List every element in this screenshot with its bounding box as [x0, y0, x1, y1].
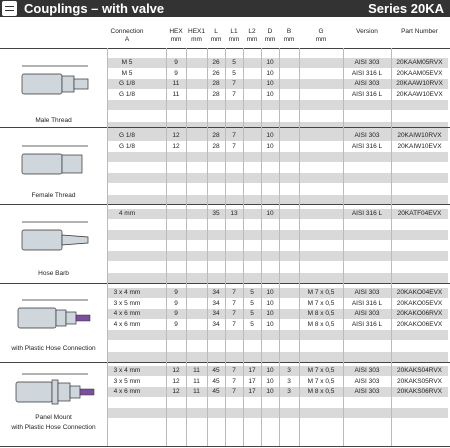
column-header-l1 [225, 28, 243, 44]
column-header-version [343, 28, 391, 36]
cell-l1: 7 [232, 299, 236, 307]
cell-d: 10 [266, 367, 274, 374]
column-header-label: Version [356, 28, 378, 35]
table-row [107, 111, 448, 121]
cell-part: 20KAAM05RVX [396, 59, 443, 66]
cell-l1: 5 [232, 69, 236, 77]
table-row [107, 251, 448, 261]
cell-l2: 17 [248, 388, 256, 396]
cell-version: AISI 303 [354, 388, 380, 396]
cell-l: 45 [212, 388, 220, 396]
hex-nut [58, 383, 70, 401]
column-header-label: Part Number [401, 28, 438, 35]
column-header-unit: mm [170, 36, 182, 43]
cell-hex: 12 [172, 142, 180, 150]
cell-conn: 4 x 6 mm [113, 320, 141, 328]
cell-l2: 5 [250, 289, 254, 296]
column-header-label: L [214, 28, 218, 35]
cell-l: 34 [212, 289, 220, 296]
column-header-label: Connection [110, 28, 144, 35]
section-label: with Plastic Hose Connection [11, 345, 96, 352]
cell-d: 10 [266, 388, 274, 396]
cell-l: 34 [212, 310, 220, 318]
cell-hex: 12 [172, 132, 180, 139]
cell-part: 20KAKO06RVX [396, 310, 443, 318]
series-title: Series 20KA [368, 1, 444, 16]
cell-version: AISI 303 [354, 132, 380, 139]
table-row [107, 273, 448, 283]
table-row [107, 419, 448, 429]
coupling-body [22, 74, 62, 94]
column-header-label: B [286, 28, 292, 35]
cell-version: AISI 303 [354, 289, 380, 296]
column-header-label: HEX [169, 28, 183, 35]
cell-d: 10 [266, 210, 274, 217]
cell-part: 20KAKS04RVX [396, 367, 443, 374]
table-row [107, 79, 448, 89]
table-row [107, 163, 448, 173]
cell-l: 26 [212, 69, 220, 77]
cell-hex: 11 [172, 90, 180, 98]
column-header-g [299, 28, 343, 44]
cell-l1: 7 [232, 367, 236, 374]
table-row [107, 58, 448, 68]
column-divider [107, 48, 108, 446]
section-label: Male Thread [35, 117, 72, 124]
cell-d: 10 [266, 80, 274, 88]
cell-hex: 9 [174, 299, 178, 307]
female-thread-coupling-drawing [4, 142, 102, 189]
column-header-unit: mm [283, 36, 295, 43]
column-header-label: G [318, 28, 324, 35]
cell-l1: 7 [232, 388, 236, 396]
cell-version: AISI 303 [354, 377, 380, 385]
coupling-body [18, 308, 56, 328]
cell-l: 28 [212, 142, 220, 150]
column-header-label: L2 [248, 28, 256, 35]
column-header-unit: mm [228, 36, 240, 43]
cell-part: 20KAIW10RVX [397, 132, 442, 139]
cell-version: AISI 316 L [351, 142, 383, 150]
cell-b: 3 [287, 367, 291, 374]
cell-l2: 5 [250, 320, 254, 328]
column-divider [186, 48, 187, 446]
cell-b: 3 [287, 388, 291, 396]
cell-l: 45 [212, 367, 220, 374]
cell-conn: 3 x 4 mm [113, 289, 141, 296]
cell-hex: 9 [174, 289, 178, 296]
cell-conn: M 5 [121, 59, 133, 66]
plastic-hose [80, 389, 94, 395]
column-header-hex1 [186, 28, 207, 44]
cell-l1: 7 [232, 132, 236, 139]
cell-d: 10 [266, 142, 274, 150]
cell-part: 20KAKS06RVX [396, 388, 443, 396]
column-divider [343, 48, 344, 446]
table-row [107, 90, 448, 100]
hose-barb [62, 235, 88, 245]
column-header-l [207, 28, 225, 44]
fitting [66, 312, 76, 324]
plastic-hose-coupling-drawing [4, 296, 102, 343]
cell-conn: G 1/8 [119, 132, 135, 139]
hex-nut [62, 76, 74, 92]
cell-d: 10 [266, 310, 274, 318]
cell-version: AISI 303 [354, 367, 380, 374]
cell-l1: 5 [232, 59, 236, 66]
cell-hex: 11 [172, 80, 180, 88]
column-header-unit: A [124, 36, 130, 43]
column-header-label: L1 [230, 28, 238, 35]
cell-conn: G 1/8 [119, 90, 135, 98]
hex-nut [56, 310, 66, 326]
panel-nut [52, 380, 58, 404]
cell-l: 28 [212, 80, 220, 88]
table-row [107, 288, 448, 298]
table-row [107, 230, 448, 240]
table-row [107, 408, 448, 418]
male-thread-coupling-drawing [4, 62, 102, 109]
cell-conn: G 1/8 [119, 80, 135, 88]
column-header-b [279, 28, 299, 44]
cell-conn: 3 x 4 mm [113, 367, 141, 374]
plastic-hose [76, 315, 90, 321]
column-header-label: D [267, 28, 273, 35]
column-divider [207, 48, 208, 446]
cell-g: M 8 x 0,5 [307, 320, 335, 328]
coupling-logo-icon [2, 1, 17, 16]
coupling-body [22, 154, 62, 174]
table-row [107, 184, 448, 194]
cell-d: 10 [266, 132, 274, 139]
column-header-conn [107, 28, 147, 44]
cell-g: M 7 x 0,5 [307, 377, 335, 385]
cell-l1: 7 [232, 289, 236, 296]
column-header-unit: mm [264, 36, 276, 43]
table-row [107, 173, 448, 183]
table-row [107, 398, 448, 408]
table-row [107, 352, 448, 362]
panel-mount-coupling-drawing [4, 370, 102, 417]
cell-part: 20KAAM05EVX [396, 69, 443, 77]
cell-l: 28 [212, 90, 220, 98]
section-sublabel: with Plastic Hose Connection [11, 424, 96, 431]
cell-part: 20KAIW10EVX [397, 142, 442, 150]
cell-hex: 12 [172, 367, 180, 374]
table-row [107, 330, 448, 340]
hex-nut [62, 155, 82, 173]
hose-barb-coupling-drawing [4, 218, 102, 265]
cell-l: 45 [212, 377, 220, 385]
cell-hex: 12 [172, 377, 180, 385]
table-row [107, 366, 448, 376]
table-row [107, 131, 448, 141]
cell-hex1: 11 [193, 367, 200, 374]
table-row [107, 100, 448, 110]
column-divider [299, 48, 300, 446]
table-row [107, 69, 448, 79]
cell-d: 10 [266, 59, 274, 66]
column-divider [279, 48, 280, 446]
cell-part: 20KAKO06EVX [396, 320, 443, 328]
cell-l1: 7 [232, 377, 236, 385]
cell-version: AISI 316 L [351, 210, 383, 217]
page-title: Couplings – with valve [24, 1, 165, 16]
column-header-part [391, 28, 448, 36]
cell-l: 28 [212, 132, 220, 139]
cell-conn: 3 x 5 mm [113, 377, 141, 385]
cell-version: AISI 316 L [351, 299, 383, 307]
section-label: Hose Barb [38, 270, 69, 277]
cell-d: 10 [266, 377, 274, 385]
cell-hex1: 11 [193, 377, 200, 385]
cell-g: M 8 x 0,5 [307, 388, 335, 396]
table-row [107, 209, 448, 219]
cell-part: 20KAAW10EVX [396, 90, 443, 98]
column-header-d [261, 28, 279, 44]
cell-hex: 9 [174, 310, 178, 318]
section-label: Panel Mount [35, 414, 72, 421]
column-header-unit: mm [246, 36, 258, 43]
column-divider [391, 48, 392, 446]
cell-conn: G 1/8 [119, 142, 135, 150]
column-divider [261, 48, 262, 446]
cell-d: 10 [266, 289, 274, 296]
table-row [107, 142, 448, 152]
fitting [70, 386, 80, 398]
cell-l: 35 [212, 210, 220, 217]
cell-version: AISI 316 L [351, 90, 383, 98]
table-row [107, 341, 448, 351]
cell-version: AISI 303 [354, 310, 380, 318]
column-header-hex [166, 28, 186, 44]
cell-l2: 17 [248, 367, 256, 374]
cell-g: M 8 x 0,5 [307, 310, 335, 318]
table-row [107, 220, 448, 230]
cell-l2: 5 [250, 310, 254, 318]
coupling-body [22, 230, 62, 250]
section-divider [0, 446, 450, 447]
cell-g: M 7 x 0,5 [307, 299, 335, 307]
cell-part: 20KATF04EVX [397, 210, 442, 217]
section-label: Female Thread [31, 192, 76, 199]
cell-version: AISI 303 [354, 80, 380, 88]
table-row [107, 309, 448, 319]
table-row [107, 320, 448, 330]
cell-conn: 4 x 6 mm [113, 310, 141, 318]
column-divider [225, 48, 226, 446]
column-divider [243, 48, 244, 446]
table-row [107, 377, 448, 387]
cell-l: 26 [212, 59, 220, 66]
cell-hex: 9 [174, 320, 178, 328]
table-row [107, 387, 448, 397]
cell-b: 3 [287, 377, 291, 385]
cell-version: AISI 316 L [351, 320, 383, 328]
cell-l1: 7 [232, 142, 236, 150]
cell-conn: M 5 [121, 69, 133, 77]
table-row [107, 152, 448, 162]
cell-hex: 9 [174, 59, 178, 66]
cell-part: 20KAKS05RVX [396, 377, 443, 385]
cell-part: 20KAKO04EVX [396, 289, 443, 296]
cell-d: 10 [266, 320, 274, 328]
cell-hex: 9 [174, 69, 178, 77]
table-row [107, 262, 448, 272]
cell-version: AISI 303 [354, 59, 380, 66]
cell-d: 10 [266, 90, 274, 98]
column-header-unit: mm [315, 36, 327, 43]
thread-stub [74, 79, 88, 89]
column-header-label: HEX1 [188, 28, 205, 35]
table-row [107, 299, 448, 309]
column-header-unit: mm [210, 36, 222, 43]
cell-hex1: 11 [193, 388, 200, 396]
coupling-body [16, 382, 52, 402]
cell-l1: 13 [230, 210, 238, 217]
column-header-unit: mm [191, 36, 202, 43]
cell-l2: 5 [250, 299, 254, 307]
cell-l1: 7 [232, 310, 236, 318]
cell-l1: 7 [232, 320, 236, 328]
page-header [0, 0, 450, 17]
column-header-l2 [243, 28, 261, 44]
cell-g: M 7 x 0,5 [307, 289, 335, 296]
cell-version: AISI 316 L [351, 69, 383, 77]
cell-conn: 4 x 6 mm [113, 388, 141, 396]
cell-hex: 12 [172, 388, 180, 396]
cell-d: 10 [266, 299, 274, 307]
cell-conn: 4 mm [118, 210, 136, 217]
column-divider [166, 48, 167, 446]
cell-l: 34 [212, 320, 220, 328]
cell-l1: 7 [232, 90, 236, 98]
cell-l: 34 [212, 299, 220, 307]
cell-conn: 3 x 5 mm [113, 299, 141, 307]
table-row [107, 241, 448, 251]
cell-l1: 7 [232, 80, 236, 88]
cell-part: 20KAAW10RVX [396, 80, 443, 88]
cell-part: 20KAKO05EVX [396, 299, 443, 307]
cell-g: M 7 x 0,5 [307, 367, 335, 374]
cell-d: 10 [266, 69, 274, 77]
cell-l2: 17 [248, 377, 256, 385]
